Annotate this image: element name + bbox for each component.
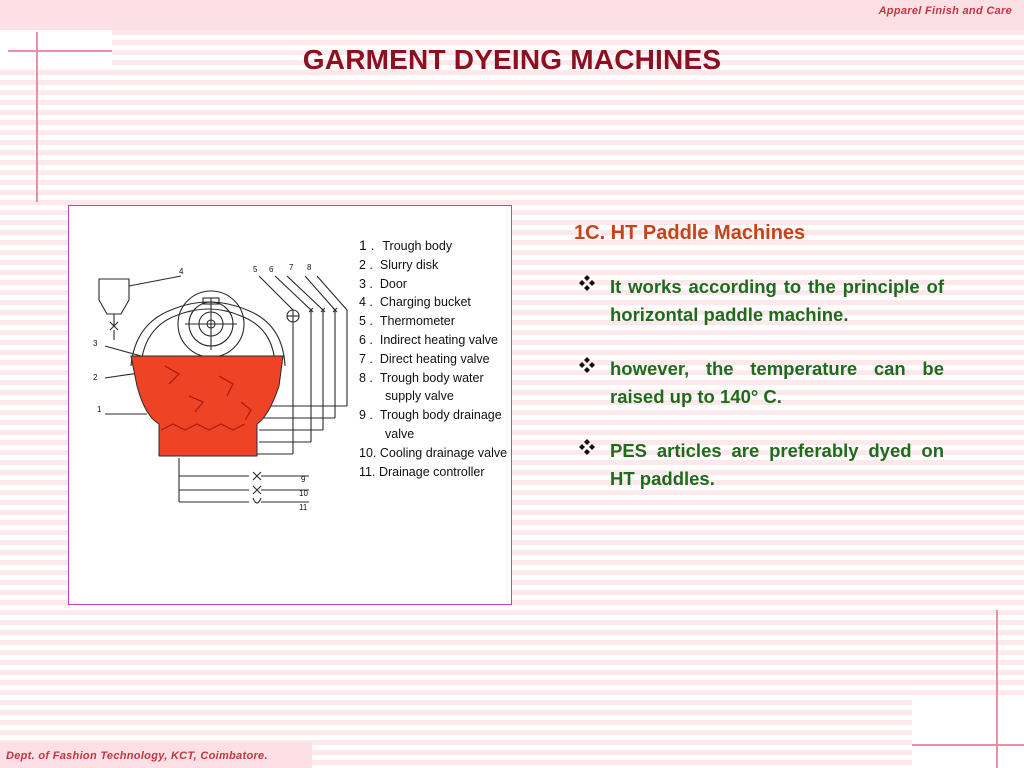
callout-8: 8 [307, 263, 312, 272]
decorative-line [912, 744, 1024, 746]
callout-9: 9 [301, 475, 306, 484]
legend-item: 4 . Charging bucket [359, 295, 471, 310]
course-name: Apparel Finish and Care [878, 5, 1012, 17]
bullet-text: PES articles are preferably dyed on HT paddles. [610, 440, 944, 489]
bullet-text: however, the temperature can be raised up to 140° C. [610, 358, 944, 407]
callout-4: 4 [179, 267, 184, 276]
bullet-point [574, 355, 944, 411]
legend-item: 10. Cooling drainage valve [359, 445, 508, 460]
header-band [0, 0, 1024, 30]
legend-item: 6 . Indirect heating valve [359, 332, 498, 347]
legend-item: 1 . Trough body [359, 237, 453, 253]
diamond-bullet-icon [578, 274, 596, 292]
callout-6: 6 [269, 265, 274, 274]
callout-2: 2 [93, 373, 98, 382]
legend-item: 2 . Slurry disk [359, 257, 439, 272]
department-footer: Dept. of Fashion Technology, KCT, Coimbatore. [6, 750, 268, 762]
content-panel [574, 222, 944, 519]
corner-decoration-bottom-right [912, 700, 1024, 768]
legend-item: 3 . Door [359, 276, 407, 291]
machine-figure [68, 205, 512, 605]
paddle-machine-diagram [69, 206, 359, 536]
legend-item: 7 . Direct heating valve [359, 351, 490, 366]
legend-item: 9 . Trough body drainage valve [359, 408, 502, 441]
dye-liquor [131, 356, 283, 456]
legend-item: 11. Drainage controller [359, 464, 485, 479]
callout-7: 7 [289, 263, 294, 272]
bullet-point [574, 273, 944, 329]
callout-11: 11 [299, 503, 308, 512]
diamond-bullet-icon [578, 356, 596, 374]
diamond-bullet-icon [578, 438, 596, 456]
callout-1: 1 [97, 405, 102, 414]
figure-legend [359, 236, 509, 481]
callout-10: 10 [299, 489, 308, 498]
bullet-text: It works according to the principle of horizontal paddle machine. [610, 276, 944, 325]
slide-title: GARMENT DYEING MACHINES [302, 44, 722, 75]
section-heading: 1C. HT Paddle Machines [574, 222, 806, 244]
bullet-point [574, 437, 944, 493]
callout-5: 5 [253, 265, 258, 274]
legend-item: 5 . Thermometer [359, 314, 455, 329]
legend-item: 8 . Trough body water supply valve [359, 370, 484, 404]
callout-3: 3 [93, 339, 98, 348]
